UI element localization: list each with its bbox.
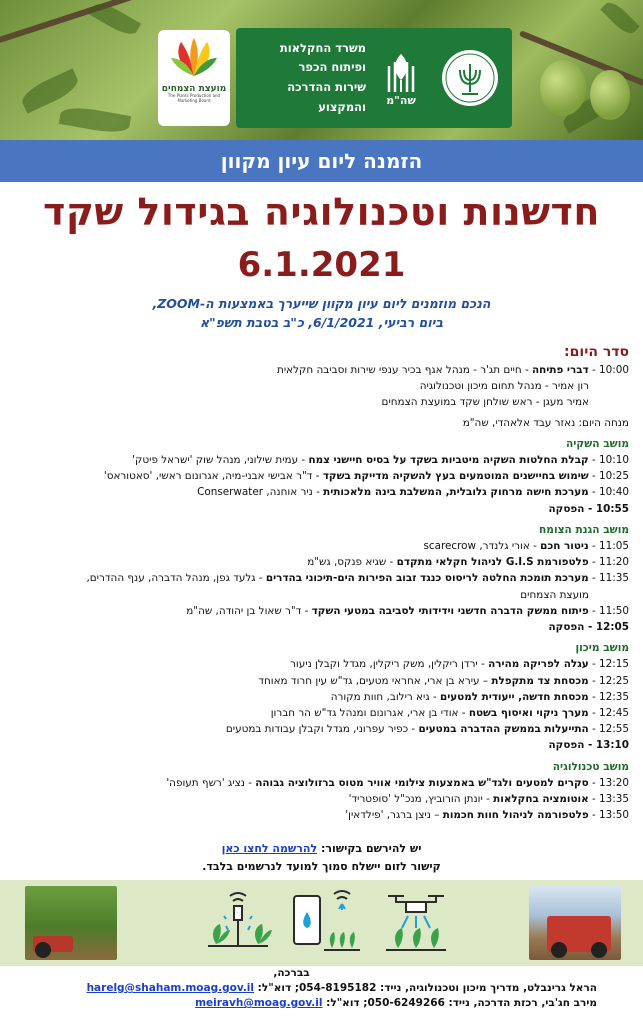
plants-council-logo: [158, 30, 230, 126]
session-heading: מושב הגנת הצומח: [539, 523, 629, 536]
agenda-time: 12:25 -: [588, 674, 629, 687]
agenda-speaker: - יונתן הורוביץ, מנכ"ל 'סופטריד': [348, 793, 494, 806]
agenda-time: 10:00 -: [588, 364, 629, 376]
break-row: 10:55 - הפסקה: [548, 502, 629, 515]
agenda-speaker: מועצת הצמחים: [520, 588, 589, 601]
agenda-row: [9, 775, 629, 791]
agenda-time: 13:50 -: [588, 809, 629, 822]
agenda-row: [9, 468, 629, 484]
agenda-time: 10:10 -: [588, 454, 629, 467]
agenda-speaker: – עירא בן ארי, אחראי מטעים, גד"ש עין חרוד מאוחד: [258, 674, 492, 687]
agenda-time: 13:35 -: [588, 793, 629, 806]
irrigation-sensor-icon: [200, 886, 276, 960]
agenda-topic: דברי פתיחה: [532, 364, 589, 376]
agenda-topic: פיתוח ממשק הדברה חדשני וידידותי לסביבה במטעי השקד: [311, 604, 589, 617]
emblem-text: שה"מ: [386, 94, 416, 107]
wheat-emblem-icon: [371, 48, 431, 108]
agenda-topic: מערך ניקוי ואיסוף בשטח: [468, 707, 589, 720]
agenda-topic: קבלת החלטות השקיה מיטביות בשקד על בסיס חיישני צמח: [308, 454, 589, 467]
sessions: [9, 436, 629, 824]
contact-meirav-text: מירב חג'בי, רכזת הדרכה, נייד: 050-6249266; דוא"ל:: [322, 997, 597, 1009]
agenda-topic: מערכת חישה מרחוק גלובלית, המשלבת בינה מלאכותית: [323, 486, 589, 499]
agenda-topic: סקרים למטעים ולגד"ש באמצעות צילומי אוויר מטוס ברזולוציה גבוהה: [255, 776, 589, 789]
agenda-speaker: - כפיר עפרוני, מגדל וקבלן עבודות במטעים: [225, 723, 419, 736]
agenda-row: [9, 807, 629, 823]
agenda-row: [9, 705, 629, 721]
agenda-speaker: - אורי גלנדר, scarecrow: [423, 540, 541, 553]
agenda-row: [9, 689, 629, 705]
agenda-time: 11:35 -: [588, 572, 629, 585]
footer-greeting: בברכה,: [273, 967, 310, 979]
agenda-row: [9, 378, 629, 394]
ministry-service: שירות ההדרכה והמקצוע: [287, 80, 366, 114]
harvester-photo: [529, 886, 621, 960]
branch-decoration: [0, 0, 181, 46]
invitation-strip: הזמנה ליום עיון מקוון: [0, 140, 643, 182]
agenda-speaker: - נציג 'רשף תעופה': [166, 776, 256, 789]
agenda-topic: מערכת תומכת החלטה לריסוס כנגד זבוב הפירות הים-תיכוני בהדרים: [265, 572, 589, 585]
agenda-speaker: - גיא רילוב, חוות מקורה: [330, 690, 440, 703]
illustration-strip: [0, 880, 643, 966]
registration-block: [0, 840, 643, 876]
agenda-speaker: - שגיא פנקס, גש"מ: [307, 556, 397, 569]
registration-prefix: יש להירשם בקישור:: [317, 842, 422, 855]
agenda-time: 12:45 -: [588, 707, 629, 720]
agenda-time: 12:55 -: [588, 723, 629, 736]
event-date: 6.1.2021: [237, 245, 406, 285]
agenda-time: 10:25 -: [588, 470, 629, 483]
agenda-speaker: - ד"ר שאול בן יהודה, שה"מ: [186, 604, 312, 617]
agenda-time: 12:35 -: [588, 690, 629, 703]
session-heading: מושב השקיה: [566, 437, 629, 450]
almond-fruit: [540, 60, 586, 116]
ministry-logo-block: [236, 28, 512, 128]
council-logo-title: מועצת הצמחים: [161, 84, 227, 94]
agenda-speaker: אמיר מעגן - ראש שולחן שקד במועצת הצמחים: [381, 396, 589, 409]
orchard-photo: [25, 886, 117, 960]
session-heading: מושב טכנולוגיה: [552, 760, 629, 773]
agenda-row: [9, 587, 629, 603]
contact-meirav-email[interactable]: meiravh@moag.gov.il: [195, 997, 323, 1009]
invitation-line-2: ביום רביעי, 6/1/2021, כ"ב בטבת תשפ"א: [200, 315, 443, 330]
agenda-topic: עגלה לפריקה מהירה: [488, 658, 589, 671]
agenda-row: [9, 570, 629, 586]
agenda-speaker: - אודי בן ארי, אגרונום ומנהל גד"ש הר חברון: [270, 707, 469, 720]
agenda-row: [9, 656, 629, 672]
drone-spraying-icon: [378, 886, 454, 960]
agenda-row: [9, 484, 629, 500]
agenda-time: 11:20 -: [588, 556, 629, 569]
council-logo-subtitle: The Plants Production and Marketing Board: [167, 93, 221, 103]
header-banner: [0, 0, 643, 140]
moderator-line: מנחה היום: נאזר עבד אלאהדי, שה"מ: [462, 416, 629, 429]
contact-meirav: [0, 996, 643, 1011]
agenda-time: 12:15 -: [588, 658, 629, 671]
agenda-topic: התייעלות בממשק ההדברה במטעים: [418, 723, 589, 736]
agenda-speaker: - חיים תג'ר - מנהל אגף בכיר ענפי שירות וסביבה חקלאית: [277, 364, 533, 376]
opening-section: [9, 362, 629, 411]
agenda-row: [9, 673, 629, 689]
contact-harel-email[interactable]: harelg@shaham.moag.gov.il: [86, 982, 255, 994]
agenda-topic: מכסחת חדשה, ייעודית למטעים: [439, 690, 589, 703]
agenda-time: 10:40 -: [588, 486, 629, 499]
shaham-emblem: [366, 48, 436, 108]
invitation-line-1: הנכם מוזמנים ליום עיון מקוון שייערך באמצעות ה-ZOOM,: [152, 296, 491, 311]
break-row: 12:05 - הפסקה: [548, 621, 629, 634]
agenda-topic: פלטפורמה לניהול חוות חכמות: [442, 809, 589, 822]
agenda-row: [9, 394, 629, 410]
agenda-row: [9, 554, 629, 570]
agenda-speaker: - עמית שילוני, מנהל שוק 'ישראל פיטק': [132, 454, 309, 467]
agenda-speaker: רון אמיר - מנהל תחום מיכון וטכנולוגיה: [419, 380, 589, 393]
agenda-time: 11:05 -: [588, 540, 629, 553]
footer: [0, 966, 643, 1011]
agenda-topic: אוטומציה בחקלאות: [493, 793, 589, 806]
contact-harel-text: הראל גרינבלט, מדריך מיכון וטכנולוגיה, נייד: 054-8195182; דוא"ל:: [254, 982, 597, 994]
agenda-topic: ניטור חכם: [540, 540, 589, 553]
agenda-row: [9, 538, 629, 554]
flower-logo-icon: [169, 36, 219, 82]
registration-link[interactable]: להרשמה לחצו כאן: [221, 842, 318, 855]
break-row: 13:10 - הפסקה: [548, 739, 629, 752]
agenda-row: [9, 721, 629, 737]
ministry-name: משרד החקלאות ופיתוח הכפר: [279, 40, 366, 75]
agenda-speaker: - ד"ר אבישי אבני-מיה, אגרונום ראשי, 'סאטוראס': [103, 470, 323, 483]
invitation-text: [0, 294, 643, 332]
agenda-speaker: – ניצן ברגר, 'פילדאין': [345, 809, 443, 822]
agenda-speaker: - ירדן ריקלין, משק ריקלין, מגדל וקבלן ניעור: [290, 658, 489, 671]
smartphone-irrigation-icon: [288, 886, 364, 960]
agenda-time: 13:20 -: [588, 776, 629, 789]
agenda-row: [9, 362, 629, 378]
agenda-speaker: - גלעד גפן, מנהל הדברה, ענף ההדרים,: [86, 572, 266, 585]
agenda-row: [9, 603, 629, 619]
ministry-seal: [436, 48, 504, 108]
agenda-topic: מכסחת צד מתקפלת: [491, 674, 589, 687]
agenda-row: [9, 791, 629, 807]
agenda-speaker: - ניר אוחנה, Conserwater: [197, 486, 324, 499]
agenda-topic: שימוש בחיישנים המוטמעים בעץ להשקיה מדייקת בשקד: [322, 470, 589, 483]
agenda-time: 11:50 -: [588, 604, 629, 617]
almond-fruit: [590, 70, 630, 120]
menorah-seal-icon: [440, 48, 500, 108]
event-title: חדשנות וטכנולוגיה בגידול שקד: [43, 190, 600, 234]
session-heading: מושב מיכון: [575, 642, 629, 655]
agenda: [9, 342, 629, 823]
agenda-row: [9, 452, 629, 468]
agenda-heading: סדר היום:: [564, 344, 629, 360]
agenda-topic: פלטפורמת G.I.S לניהול חקלאי מתקדם: [396, 556, 589, 569]
registration-note: קישור לזום יישלח סמוך למועד לנרשמים בלבד.: [202, 860, 441, 873]
contact-harel: [0, 981, 643, 996]
